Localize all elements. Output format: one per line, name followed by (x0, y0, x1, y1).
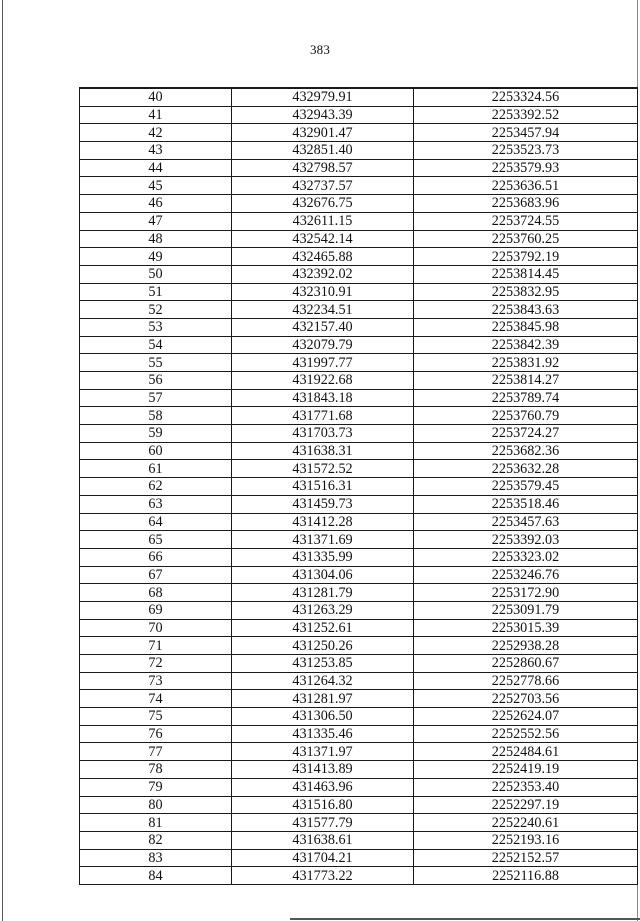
table-row (80, 796, 638, 814)
x-coordinate-cell: 431306.50 (232, 708, 414, 726)
table-row (80, 513, 638, 531)
page-number: 383 (309, 42, 331, 57)
table-row (80, 283, 638, 301)
y-coordinate-cell: 2253392.52 (414, 106, 638, 124)
x-coordinate-cell: 432676.75 (232, 195, 414, 213)
x-coordinate-cell: 431638.31 (232, 442, 414, 460)
y-coordinate-cell: 2252240.61 (414, 814, 638, 832)
x-coordinate-cell: 431250.26 (232, 637, 414, 655)
y-coordinate-cell: 2253632.28 (414, 460, 638, 478)
y-coordinate-cell: 2252703.56 (414, 690, 638, 708)
y-coordinate-cell: 2253523.73 (414, 142, 638, 160)
x-coordinate-cell: 431281.97 (232, 690, 414, 708)
point-number-cell: 78 (80, 761, 232, 779)
table-row (80, 831, 638, 849)
point-number-cell: 55 (80, 354, 232, 372)
y-coordinate-cell: 2253636.51 (414, 177, 638, 195)
point-number-cell: 73 (80, 672, 232, 690)
table-row (80, 389, 638, 407)
table-row (80, 601, 638, 619)
x-coordinate-cell: 431703.73 (232, 425, 414, 443)
table-row (80, 655, 638, 673)
table-row (80, 248, 638, 266)
y-coordinate-cell: 2252152.57 (414, 849, 638, 867)
table-row (80, 230, 638, 248)
point-number-cell: 54 (80, 336, 232, 354)
y-coordinate-cell: 2253814.27 (414, 372, 638, 390)
point-number-cell: 48 (80, 230, 232, 248)
table-row (80, 584, 638, 602)
point-number-cell: 62 (80, 478, 232, 496)
y-coordinate-cell: 2253842.39 (414, 336, 638, 354)
point-number-cell: 84 (80, 867, 232, 885)
point-number-cell: 67 (80, 566, 232, 584)
x-coordinate-cell: 432798.57 (232, 159, 414, 177)
x-coordinate-cell: 431264.32 (232, 672, 414, 690)
y-coordinate-cell: 2253845.98 (414, 318, 638, 336)
x-coordinate-cell: 432943.39 (232, 106, 414, 124)
point-number-cell: 81 (80, 814, 232, 832)
point-number-cell: 56 (80, 372, 232, 390)
x-coordinate-cell: 431263.29 (232, 601, 414, 619)
y-coordinate-cell: 2252353.40 (414, 778, 638, 796)
x-coordinate-cell: 431371.97 (232, 743, 414, 761)
point-number-cell: 43 (80, 142, 232, 160)
x-coordinate-cell: 431577.79 (232, 814, 414, 832)
table-row (80, 708, 638, 726)
point-number-cell: 42 (80, 124, 232, 142)
point-number-cell: 53 (80, 318, 232, 336)
point-number-cell: 74 (80, 690, 232, 708)
y-coordinate-cell: 2253246.76 (414, 566, 638, 584)
table-row (80, 106, 638, 124)
point-number-cell: 40 (80, 88, 232, 106)
scan-edge-bottom (290, 918, 640, 920)
y-coordinate-cell: 2252484.61 (414, 743, 638, 761)
point-number-cell: 58 (80, 407, 232, 425)
point-number-cell: 44 (80, 159, 232, 177)
point-number-cell: 57 (80, 389, 232, 407)
coordinates-table-body (80, 88, 638, 884)
table-row (80, 124, 638, 142)
x-coordinate-cell: 431413.89 (232, 761, 414, 779)
y-coordinate-cell: 2253760.79 (414, 407, 638, 425)
table-row (80, 814, 638, 832)
x-coordinate-cell: 431922.68 (232, 372, 414, 390)
point-number-cell: 50 (80, 265, 232, 283)
x-coordinate-cell: 432901.47 (232, 124, 414, 142)
point-number-cell: 76 (80, 725, 232, 743)
point-number-cell: 79 (80, 778, 232, 796)
point-number-cell: 41 (80, 106, 232, 124)
y-coordinate-cell: 2253760.25 (414, 230, 638, 248)
x-coordinate-cell: 431997.77 (232, 354, 414, 372)
y-coordinate-cell: 2253172.90 (414, 584, 638, 602)
point-number-cell: 75 (80, 708, 232, 726)
y-coordinate-cell: 2253792.19 (414, 248, 638, 266)
point-number-cell: 47 (80, 212, 232, 230)
x-coordinate-cell: 431371.69 (232, 531, 414, 549)
table-row (80, 212, 638, 230)
y-coordinate-cell: 2253579.93 (414, 159, 638, 177)
x-coordinate-cell: 431335.46 (232, 725, 414, 743)
point-number-cell: 83 (80, 849, 232, 867)
point-number-cell: 68 (80, 584, 232, 602)
y-coordinate-cell: 2252193.16 (414, 831, 638, 849)
table-row (80, 301, 638, 319)
x-coordinate-cell: 432310.91 (232, 283, 414, 301)
y-coordinate-cell: 2253682.36 (414, 442, 638, 460)
y-coordinate-cell: 2253832.95 (414, 283, 638, 301)
y-coordinate-cell: 2252116.88 (414, 867, 638, 885)
table-row (80, 478, 638, 496)
table-row (80, 672, 638, 690)
point-number-cell: 82 (80, 831, 232, 849)
y-coordinate-cell: 2253015.39 (414, 619, 638, 637)
point-number-cell: 66 (80, 548, 232, 566)
x-coordinate-cell: 431281.79 (232, 584, 414, 602)
x-coordinate-cell: 431253.85 (232, 655, 414, 673)
y-coordinate-cell: 2252552.56 (414, 725, 638, 743)
x-coordinate-cell: 431463.96 (232, 778, 414, 796)
x-coordinate-cell: 431773.22 (232, 867, 414, 885)
table-row (80, 743, 638, 761)
x-coordinate-cell: 432979.91 (232, 88, 414, 106)
table-row (80, 336, 638, 354)
y-coordinate-cell: 2253579.45 (414, 478, 638, 496)
x-coordinate-cell: 432465.88 (232, 248, 414, 266)
table-row (80, 425, 638, 443)
table-row (80, 195, 638, 213)
table-row (80, 867, 638, 885)
table-row (80, 637, 638, 655)
x-coordinate-cell: 431304.06 (232, 566, 414, 584)
x-coordinate-cell: 431704.21 (232, 849, 414, 867)
x-coordinate-cell: 431335.99 (232, 548, 414, 566)
y-coordinate-cell: 2252860.67 (414, 655, 638, 673)
y-coordinate-cell: 2253392.03 (414, 531, 638, 549)
table-row (80, 372, 638, 390)
y-coordinate-cell: 2253091.79 (414, 601, 638, 619)
x-coordinate-cell: 431771.68 (232, 407, 414, 425)
y-coordinate-cell: 2252938.28 (414, 637, 638, 655)
table-row (80, 354, 638, 372)
point-number-cell: 45 (80, 177, 232, 195)
point-number-cell: 60 (80, 442, 232, 460)
table-row (80, 619, 638, 637)
point-number-cell: 61 (80, 460, 232, 478)
x-coordinate-cell: 431459.73 (232, 495, 414, 513)
y-coordinate-cell: 2253724.27 (414, 425, 638, 443)
point-number-cell: 64 (80, 513, 232, 531)
x-coordinate-cell: 432542.14 (232, 230, 414, 248)
x-coordinate-cell: 431516.31 (232, 478, 414, 496)
point-number-cell: 80 (80, 796, 232, 814)
x-coordinate-cell: 431412.28 (232, 513, 414, 531)
coordinates-table (79, 87, 638, 885)
point-number-cell: 59 (80, 425, 232, 443)
point-number-cell: 46 (80, 195, 232, 213)
point-number-cell: 72 (80, 655, 232, 673)
y-coordinate-cell: 2253843.63 (414, 301, 638, 319)
table-row (80, 142, 638, 160)
x-coordinate-cell: 431252.61 (232, 619, 414, 637)
table-row (80, 177, 638, 195)
table-row (80, 690, 638, 708)
y-coordinate-cell: 2253518.46 (414, 495, 638, 513)
y-coordinate-cell: 2252297.19 (414, 796, 638, 814)
y-coordinate-cell: 2253323.02 (414, 548, 638, 566)
table-row (80, 548, 638, 566)
y-coordinate-cell: 2253831.92 (414, 354, 638, 372)
y-coordinate-cell: 2253724.55 (414, 212, 638, 230)
table-row (80, 318, 638, 336)
y-coordinate-cell: 2252624.07 (414, 708, 638, 726)
y-coordinate-cell: 2252419.19 (414, 761, 638, 779)
y-coordinate-cell: 2253789.74 (414, 389, 638, 407)
y-coordinate-cell: 2253457.94 (414, 124, 638, 142)
x-coordinate-cell: 432079.79 (232, 336, 414, 354)
x-coordinate-cell: 431638.61 (232, 831, 414, 849)
table-row (80, 265, 638, 283)
point-number-cell: 49 (80, 248, 232, 266)
x-coordinate-cell: 432157.40 (232, 318, 414, 336)
y-coordinate-cell: 2253683.96 (414, 195, 638, 213)
point-number-cell: 52 (80, 301, 232, 319)
point-number-cell: 71 (80, 637, 232, 655)
point-number-cell: 65 (80, 531, 232, 549)
x-coordinate-cell: 431572.52 (232, 460, 414, 478)
table-row (80, 159, 638, 177)
table-row (80, 460, 638, 478)
x-coordinate-cell: 431843.18 (232, 389, 414, 407)
x-coordinate-cell: 432737.57 (232, 177, 414, 195)
table-row (80, 566, 638, 584)
point-number-cell: 51 (80, 283, 232, 301)
table-row (80, 778, 638, 796)
x-coordinate-cell: 432392.02 (232, 265, 414, 283)
y-coordinate-cell: 2252778.66 (414, 672, 638, 690)
table-row (80, 407, 638, 425)
table-row (80, 531, 638, 549)
point-number-cell: 69 (80, 601, 232, 619)
x-coordinate-cell: 431516.80 (232, 796, 414, 814)
x-coordinate-cell: 432611.15 (232, 212, 414, 230)
point-number-cell: 70 (80, 619, 232, 637)
x-coordinate-cell: 432851.40 (232, 142, 414, 160)
scan-edge-left (2, 0, 3, 921)
point-number-cell: 63 (80, 495, 232, 513)
y-coordinate-cell: 2253457.63 (414, 513, 638, 531)
table-row (80, 761, 638, 779)
table-row (80, 442, 638, 460)
y-coordinate-cell: 2253814.45 (414, 265, 638, 283)
table-row (80, 725, 638, 743)
y-coordinate-cell: 2253324.56 (414, 88, 638, 106)
table-row (80, 849, 638, 867)
table-row (80, 495, 638, 513)
x-coordinate-cell: 432234.51 (232, 301, 414, 319)
table-row (80, 88, 638, 106)
point-number-cell: 77 (80, 743, 232, 761)
